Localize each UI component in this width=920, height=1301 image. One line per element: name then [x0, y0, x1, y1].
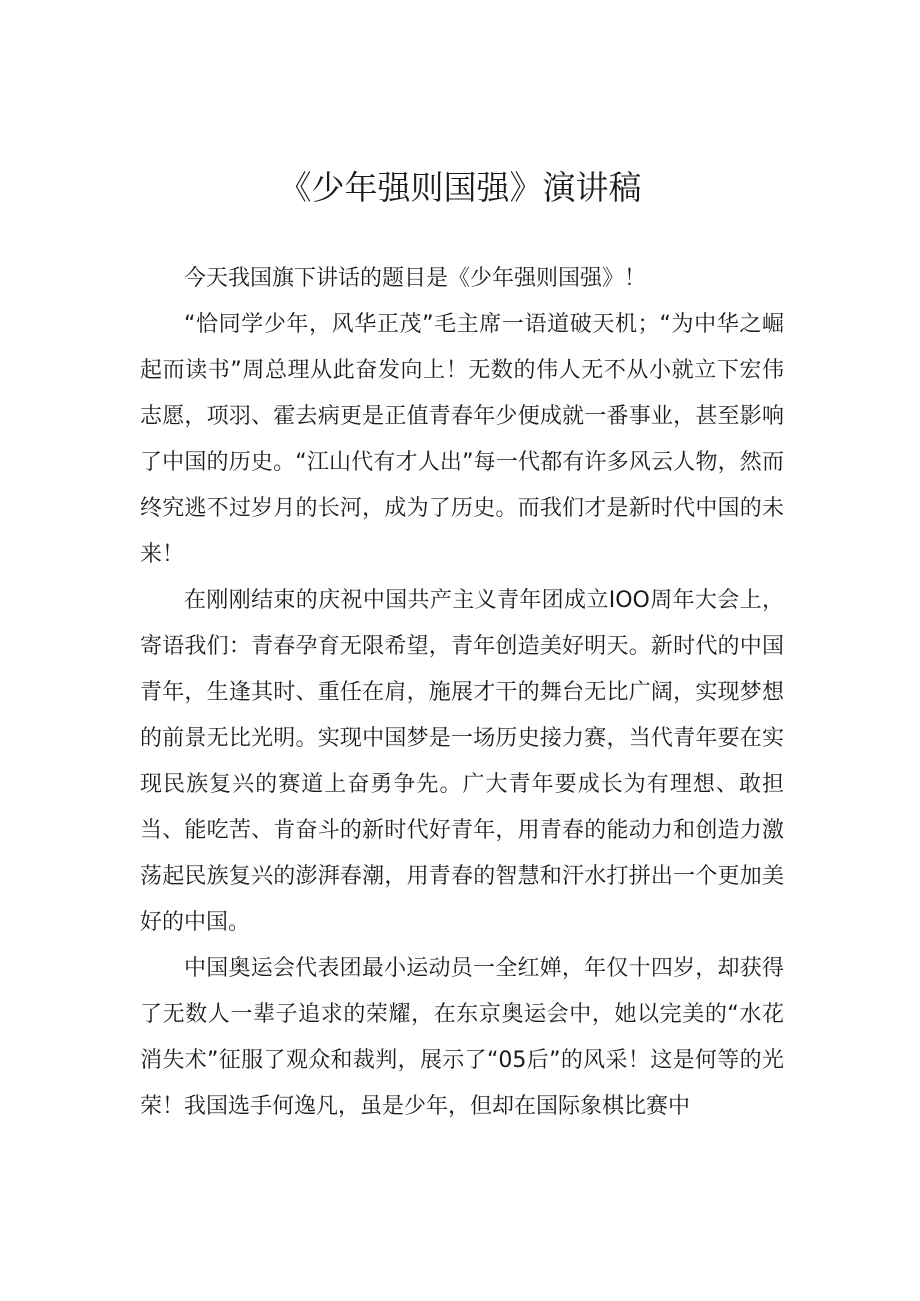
paragraph-opening: 今天我国旗下讲话的题目是《少年强则国强》！ [184, 266, 647, 291]
paragraph-olympics: 中国奥运会代表团最小运动员一全红婵，年仅十四岁，却获得了无数人一辈子追求的荣耀，在东京奥运会中，她以完美的“水花消失术”征服了观众和裁判，展示了“05后”的风采！这是何等的光荣！我国选手何逸凡，虽是少年，但却在国际象棋比赛中 [140, 956, 784, 1119]
paragraph-youth-league: 在刚刚结束的庆祝中国共产主义青年团成立IOO周年大会上，寄语我们：青春孕育无限希望，青年创造美好明天。新时代的中国青年，生逢其时、重任在肩，施展才干的舞台无比广阔，实现梦想的前景无比光明。实现中国梦是一场历史接力赛，当代青年要在实现民族复兴的赛道上奋勇争先。广大青年要成长为有理想、敢担当、能吃苦、肯奋斗的新时代好青年，用青春的能动力和创造力激荡起民族复兴的澎湃春潮，用青春的智慧和汗水打拼出一个更加美好的中国。 [140, 588, 784, 935]
document-body [140, 256, 784, 1130]
paragraph-great-figures: “恰同学少年，风华正茂”毛主席一语道破天机；“为中华之崛起而读书”周总理从此奋发向上！无数的伟人无不从小就立下宏伟志愿，项羽、霍去病更是正值青春年少便成就一番事业，甚至影响了中国的历史。“江山代有才人出”每一代都有许多风云人物，然而终究逃不过岁月的长河，成为了历史。而我们才是新时代中国的未来！ [140, 312, 784, 567]
document-title: 《少年强则国强》演讲稿 [278, 168, 642, 207]
